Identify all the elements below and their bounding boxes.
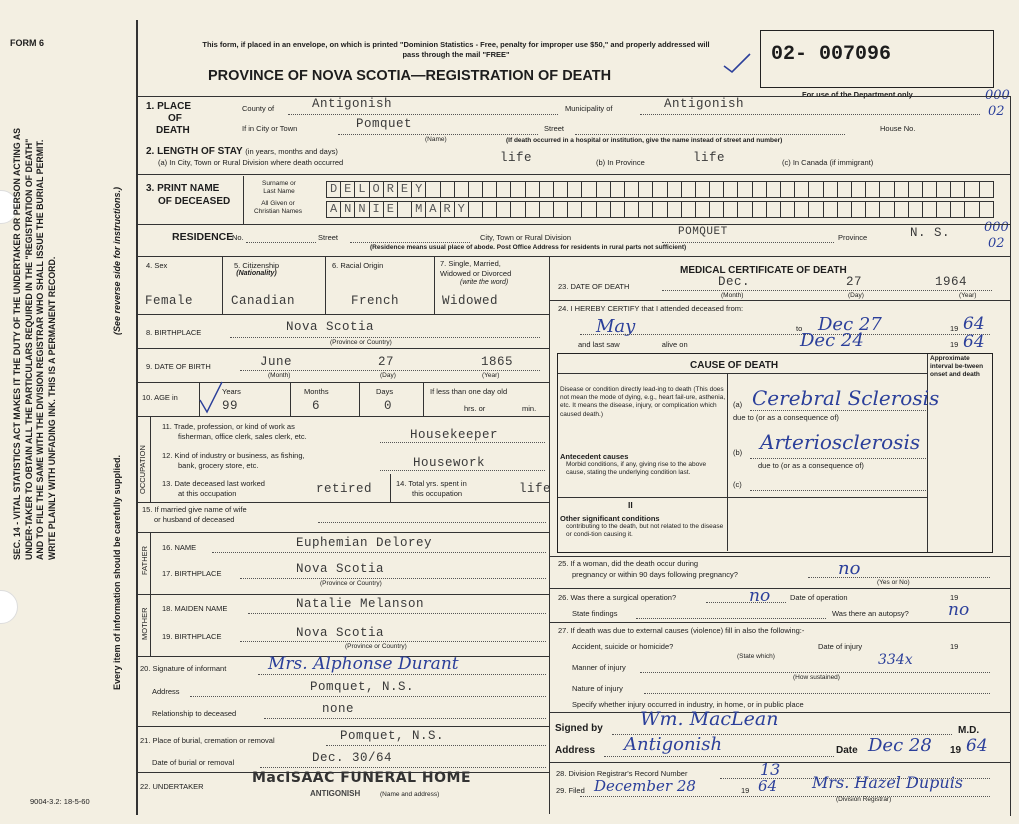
form-left-border xyxy=(136,20,138,815)
letter-cell xyxy=(738,182,752,197)
stay-label: 2. LENGTH OF STAY (in years, months and days) xyxy=(146,146,338,157)
letter-cell: E xyxy=(384,202,398,217)
operation-nineteen: 19 xyxy=(950,593,959,602)
residence-province-label: Province xyxy=(838,233,868,242)
letter-cell xyxy=(582,202,596,217)
operation-date-label: Date of operation xyxy=(790,593,848,602)
letter-cell xyxy=(611,202,625,217)
surname-label: Surname or Last Name xyxy=(262,180,296,195)
letter-cell xyxy=(497,202,511,217)
check-mark-icon xyxy=(198,380,224,414)
totalyrs-value: life xyxy=(519,482,552,496)
residence-no-label: No. xyxy=(232,233,244,242)
stay-b-label: (b) In Province xyxy=(596,158,645,167)
relationship-value: none xyxy=(322,702,355,716)
letter-cell xyxy=(866,202,880,217)
letter-cell xyxy=(866,182,880,197)
death-month-caption: (Month) xyxy=(721,292,744,299)
letter-cell: D xyxy=(327,182,341,197)
sex-value: Female xyxy=(145,294,194,308)
signed-address-label: Address xyxy=(555,745,596,756)
trade-label: 11. Trade, profession, or kind of work as fisherman, office clerk, sales clerk, etc. xyxy=(162,422,307,441)
dueto-a-label: due to (or as a consequence of) xyxy=(733,413,839,422)
letter-cell xyxy=(625,182,639,197)
lessday-label: If less than one day old xyxy=(430,387,508,396)
letter-cell xyxy=(923,182,937,197)
street-label: Street xyxy=(544,124,565,133)
letter-cell xyxy=(980,182,994,197)
undertaker-town: ANTIGONISH xyxy=(310,789,361,798)
industry-value: Housework xyxy=(413,456,486,470)
min-label: min. xyxy=(522,404,537,413)
municipality-value: Antigonish xyxy=(664,97,745,111)
registrar-name: Mrs. Hazel Dupuis xyxy=(812,773,964,792)
signed-address-value: Antigonish xyxy=(624,734,723,755)
lastsaw-date: Dec 24 xyxy=(800,330,864,351)
letter-cell xyxy=(909,182,923,197)
letter-cell xyxy=(668,202,682,217)
letter-cell xyxy=(710,182,724,197)
letter-cell xyxy=(753,202,767,217)
letter-cell xyxy=(937,182,951,197)
letter-cell xyxy=(682,182,696,197)
letter-cell: M xyxy=(412,202,426,217)
attended-year-1: 64 xyxy=(963,314,985,334)
middle-divider xyxy=(549,256,550,814)
stay-a-label: (a) In City, Town or Rural Division where death occurred xyxy=(158,158,344,167)
letter-cell xyxy=(554,202,568,217)
letter-cell xyxy=(540,182,554,197)
letter-cell xyxy=(710,202,724,217)
autopsy-value: no xyxy=(948,600,970,620)
letter-cell xyxy=(965,182,979,197)
place-label: 1. PLACE OF DEATH xyxy=(146,101,192,136)
cause-c-label: (c) xyxy=(733,480,742,489)
mother-side-label: MOTHER xyxy=(140,607,149,640)
lastsaw-label: and last saw alive on xyxy=(578,340,688,349)
informant-signature: Mrs. Alphonse Durant xyxy=(268,654,459,674)
burial-place-label: 21. Place of burial, cremation or removal xyxy=(140,736,275,745)
hrs-label: hrs. or xyxy=(464,404,486,413)
sign-date-value: Dec 28 xyxy=(868,735,932,756)
letter-cell xyxy=(781,182,795,197)
spouse-label: 15. If married give name of wife or husband of deceased xyxy=(142,505,247,524)
given-label: All Given or Christian Names xyxy=(254,200,303,215)
dob-month: June xyxy=(260,355,293,369)
md-label: M.D. xyxy=(958,725,980,736)
letter-cell: R xyxy=(441,202,455,217)
letter-cell: N xyxy=(341,202,355,217)
burial-place-value: Pomquet, N.S. xyxy=(340,729,445,743)
mother-birthplace-value: Nova Scotia xyxy=(296,626,385,640)
racial-value: French xyxy=(351,294,400,308)
letter-cell xyxy=(540,202,554,217)
letter-cell xyxy=(795,182,809,197)
death-date-year: 1964 xyxy=(935,275,968,289)
letter-cell xyxy=(852,202,866,217)
days-label: Days xyxy=(376,387,394,396)
letter-cell: I xyxy=(370,202,384,217)
manner-code: 334x xyxy=(878,652,913,668)
reverse-instruction: (See reverse side for instructions.) xyxy=(112,186,122,335)
dueto-b-label: due to (or as a consequence of) xyxy=(758,461,864,470)
form-number: FORM 6 xyxy=(10,38,45,48)
letter-cell xyxy=(639,202,653,217)
state-which-caption: (State which) xyxy=(737,653,775,660)
letter-cell xyxy=(809,182,823,197)
dob-day-caption: (Day) xyxy=(380,372,396,379)
registration-number-box xyxy=(760,30,994,88)
father-birthplace-value: Nova Scotia xyxy=(296,562,385,576)
letter-cell xyxy=(568,182,582,197)
surgical-label: 26. Was there a surgical operation? xyxy=(558,593,677,602)
attended-to-label: to xyxy=(796,324,803,333)
dept-code-1: 000 xyxy=(985,88,1010,103)
father-name-value: Euphemian Delorey xyxy=(296,536,433,550)
letter-cell xyxy=(554,182,568,197)
father-name-label: 16. NAME xyxy=(162,543,197,552)
stay-a-value: life xyxy=(500,151,533,165)
yesno-caption: (Yes or No) xyxy=(877,579,910,586)
sign-date-label: Date xyxy=(836,745,858,756)
letter-cell xyxy=(668,182,682,197)
pregnancy-label: 25. If a woman, did the death occur during pregnancy or within 90 days following pregnancy? xyxy=(558,559,738,579)
letter-cell xyxy=(597,202,611,217)
cause-b-label: (b) xyxy=(733,448,743,457)
specify-label: Specify whether injury occurred in industry, in home, or in public place xyxy=(572,700,804,709)
letter-cell xyxy=(880,202,894,217)
antecedent-sub: Morbid conditions, if any, giving rise to the above cause, stating the underlying condition last. xyxy=(566,461,707,476)
letter-cell xyxy=(653,202,667,217)
letter-cell xyxy=(455,182,469,197)
dob-year-caption: (Year) xyxy=(482,372,500,379)
lastworked-value: retired xyxy=(316,482,373,496)
letter-cell xyxy=(483,202,497,217)
letter-cell xyxy=(469,202,483,217)
medical-title: MEDICAL CERTIFICATE OF DEATH xyxy=(680,265,847,276)
letter-cell xyxy=(980,202,994,217)
letter-cell xyxy=(483,182,497,197)
totalyrs-label: 14. Total yrs. spent in this occupation xyxy=(396,479,467,498)
check-mark-icon xyxy=(722,52,752,74)
letter-cell xyxy=(511,202,525,217)
letter-cell xyxy=(568,202,582,217)
autopsy-label: Was there an autopsy? xyxy=(832,609,909,618)
dob-label: 9. DATE OF BIRTH xyxy=(146,362,211,371)
signed-label: Signed by xyxy=(555,723,603,734)
letter-cell xyxy=(824,202,838,217)
days-value: 0 xyxy=(384,399,393,413)
father-side-label: FATHER xyxy=(140,545,149,575)
letter-cell: N xyxy=(355,202,369,217)
death-date-label: 23. DATE OF DEATH xyxy=(558,282,630,291)
city-label: If in City or Town xyxy=(242,124,298,133)
antecedent-label: Antecedent causes xyxy=(560,452,629,461)
letter-cell: Y xyxy=(412,182,426,197)
manner-label: Manner of injury xyxy=(572,663,626,672)
attended-to: Dec 27 xyxy=(818,314,882,335)
letter-cell xyxy=(441,182,455,197)
given-cells xyxy=(326,201,994,218)
stay-c-label: (c) In Canada (if immigrant) xyxy=(782,158,874,167)
letter-cell xyxy=(582,182,596,197)
burial-date-label: Date of burial or removal xyxy=(152,758,235,767)
birthplace-value: Nova Scotia xyxy=(286,320,375,334)
birthplace-caption: (Province or Country) xyxy=(330,339,392,346)
dept-code-4: 02 xyxy=(988,236,1005,251)
letter-cell: Y xyxy=(455,202,469,217)
letter-cell xyxy=(639,182,653,197)
letter-cell xyxy=(880,182,894,197)
house-label: House No. xyxy=(880,124,916,133)
letter-cell: R xyxy=(384,182,398,197)
how-caption: (How sustained) xyxy=(793,674,840,681)
residence-label: RESIDENCE xyxy=(172,231,234,243)
letter-cell xyxy=(469,182,483,197)
trade-value: Housekeeper xyxy=(410,428,499,442)
dob-day: 27 xyxy=(378,355,395,369)
attended-from: May xyxy=(596,316,636,337)
informant-address-label: Address xyxy=(152,687,180,696)
letter-cell xyxy=(724,182,738,197)
citizenship-label: 5. Citizenship (Nationality) xyxy=(234,261,280,277)
certify-label: 24. I HEREBY CERTIFY that I attended deceased from: xyxy=(558,304,744,313)
filed-nineteen: 19 xyxy=(741,786,750,795)
letter-cell xyxy=(724,202,738,217)
age-label: 10. AGE in xyxy=(142,393,178,402)
cause-title: CAUSE OF DEATH xyxy=(690,360,779,371)
letter-cell: A xyxy=(426,202,440,217)
letter-cell xyxy=(611,182,625,197)
residence-street-label: Street xyxy=(318,233,339,242)
mother-maiden-value: Natalie Melanson xyxy=(296,597,425,611)
dob-year: 1865 xyxy=(481,355,514,369)
letter-cell xyxy=(526,182,540,197)
city-value: Pomquet xyxy=(356,117,413,131)
undertaker-label: 22. UNDERTAKER xyxy=(140,782,204,791)
letter-cell xyxy=(951,202,965,217)
municipality-label: Municipality of xyxy=(565,104,613,113)
instruction-text: Every item of information should be carefully supplied. xyxy=(112,454,122,690)
letter-cell xyxy=(909,202,923,217)
signed-value: Wm. MacLean xyxy=(640,708,779,730)
record-value: 13 xyxy=(760,760,781,779)
deceased-name-label: 3. PRINT NAME OF DECEASED xyxy=(146,183,231,207)
other-label: Other significant conditions xyxy=(560,514,660,523)
residence-city-value: POMQUET xyxy=(678,226,728,238)
cause-a-value: Cerebral Sclerosis xyxy=(752,386,940,410)
letter-cell xyxy=(923,202,937,217)
racial-label: 6. Racial Origin xyxy=(332,261,384,270)
letter-cell: O xyxy=(370,182,384,197)
sign-nineteen: 19 xyxy=(950,745,962,756)
letter-cell xyxy=(809,202,823,217)
letter-cell xyxy=(937,202,951,217)
form-code: 9004-3.2: 18-5-60 xyxy=(30,797,90,806)
letter-cell xyxy=(824,182,838,197)
cause-a-label: (a) xyxy=(733,400,743,409)
letter-cell xyxy=(696,182,710,197)
filed-year: 64 xyxy=(758,777,778,795)
letter-cell: E xyxy=(398,182,412,197)
hospital-note: (If death occurred in a hospital or institution, give the name instead of street and number) xyxy=(506,137,783,144)
mother-birthplace-caption: (Province or Country) xyxy=(345,643,407,650)
letter-cell xyxy=(852,182,866,197)
father-birthplace-caption: (Province or Country) xyxy=(320,580,382,587)
mother-maiden-label: 18. MAIDEN NAME xyxy=(162,604,228,613)
state-findings-label: State findings xyxy=(572,609,618,618)
letter-cell xyxy=(753,182,767,197)
interval-label: Approximate interval be-tween onset and death xyxy=(930,355,984,378)
nature-label: Nature of injury xyxy=(572,684,623,693)
injury-date-label: Date of injury xyxy=(818,642,863,651)
external-label: 27. If death was due to external causes (violence) fill in also the following:- xyxy=(558,626,805,635)
letter-cell xyxy=(965,202,979,217)
marital-value: Widowed xyxy=(442,294,499,308)
letter-cell xyxy=(767,202,781,217)
form-right-border xyxy=(1010,96,1011,816)
sign-year: 64 xyxy=(966,736,988,756)
department-use-label: For use of the Department only xyxy=(802,90,913,99)
letter-cell xyxy=(895,202,909,217)
registrar-caption: (Division Registrar) xyxy=(836,796,892,803)
filed-label: 29. Filed xyxy=(556,786,585,795)
letter-cell: L xyxy=(355,182,369,197)
informant-sig-label: 20. Signature of informant xyxy=(140,664,227,673)
informant-address-value: Pomquet, N.S. xyxy=(310,680,415,694)
other-sub: contributing to the death, but not related to the disease or condi-tion causing it. xyxy=(566,523,724,538)
letter-cell xyxy=(653,182,667,197)
surgical-value: no xyxy=(749,586,771,606)
death-date-month: Dec. xyxy=(718,275,751,289)
years-label: Years xyxy=(222,387,241,396)
lastworked-label: 13. Date deceased last worked at this occupation xyxy=(162,479,265,498)
punch-hole-bottom xyxy=(0,590,18,624)
mother-birthplace-label: 19. BIRTHPLACE xyxy=(162,632,222,641)
injury-nineteen: 19 xyxy=(950,642,959,651)
letter-cell xyxy=(795,202,809,217)
letter-cell xyxy=(497,182,511,197)
letter-cell: A xyxy=(327,202,341,217)
letter-cell xyxy=(696,202,710,217)
sex-label: 4. Sex xyxy=(146,261,168,270)
years-value: 99 xyxy=(222,399,239,413)
residence-province-value: N. S. xyxy=(910,226,951,240)
death-day-caption: (Day) xyxy=(848,292,864,299)
attended-year-2: 64 xyxy=(963,332,985,352)
surname-cells xyxy=(326,181,994,198)
letter-cell xyxy=(767,182,781,197)
letter-cell xyxy=(426,182,440,197)
undertaker-caption: (Name and address) xyxy=(380,791,440,798)
header-notice: This form, if placed in an envelope, on which is printed "Dominion Statistics - Free, penalty for improper use $50," and properly addressed will pass through the mail "FREE" xyxy=(202,40,710,59)
letter-cell xyxy=(738,202,752,217)
letter-cell xyxy=(682,202,696,217)
letter-cell xyxy=(511,182,525,197)
months-value: 6 xyxy=(312,399,321,413)
letter-cell: E xyxy=(341,182,355,197)
registration-number: 02- 007096 xyxy=(771,43,892,66)
letter-cell xyxy=(838,182,852,197)
letter-cell xyxy=(951,182,965,197)
death-date-day: 27 xyxy=(846,275,863,289)
accident-label: Accident, suicide or homicide? xyxy=(572,642,674,651)
marital-label: 7. Single, Married, Widowed or Divorced (write the word) xyxy=(440,259,512,286)
undertaker-name: MacISAAC FUNERAL HOME xyxy=(252,770,472,786)
county-label: County of xyxy=(242,104,275,113)
citizenship-value: Canadian xyxy=(231,294,296,308)
letter-cell xyxy=(895,182,909,197)
dob-month-caption: (Month) xyxy=(268,372,291,379)
cause-b-value: Arteriosclerosis xyxy=(760,430,921,454)
record-label: 28. Division Registrar's Record Number xyxy=(556,769,688,778)
letter-cell xyxy=(625,202,639,217)
attended-nineteen-2: 19 xyxy=(950,340,959,349)
relationship-label: Relationship to deceased xyxy=(152,709,237,718)
name-caption: (Name) xyxy=(425,136,447,143)
letter-cell xyxy=(597,182,611,197)
residence-city-label: City, Town or Rural Division xyxy=(480,233,571,242)
letter-cell xyxy=(526,202,540,217)
industry-label: 12. Kind of industry or business, as fishing, bank, grocery store, etc. xyxy=(162,451,305,470)
statute-text: SEC. 14 - VITAL STATISTICS ACT MAKES IT THE DUTY OF THE UNDERTAKER OR PERSON ACTING AS UNDER-TAKER TO OBTAIN ALL THE PARTICULARS REQUIRED IN THE "REGISTRATION OF DEATH" AND TO FILE THE SAME WITH THE DIVISION REGISTRAR WHO SHALL ISSUE THE BURIAL PERMIT. WRITE PLAINLY WITH UNFADING INK. THIS IS A PERMANENT RECORD. xyxy=(12,127,57,560)
letter-cell xyxy=(838,202,852,217)
stay-b-value: life xyxy=(693,151,726,165)
occupation-side-label: OCCUPATION xyxy=(138,445,147,494)
pregnancy-value: no xyxy=(838,558,861,579)
attended-nineteen-1: 19 xyxy=(950,324,959,333)
dept-code-3: 000 xyxy=(984,220,1009,235)
birthplace-label: 8. BIRTHPLACE xyxy=(146,328,202,337)
months-label: Months xyxy=(304,387,329,396)
county-value: Antigonish xyxy=(312,97,393,111)
letter-cell xyxy=(781,202,795,217)
father-birthplace-label: 17. BIRTHPLACE xyxy=(162,569,222,578)
disease-label: Disease or condition directly lead-ing to death (This does not mean the mode of dying, e.g., heart fail-ure, asthenia, etc. It means the disease, injury, or complication which caused death.) xyxy=(560,386,726,418)
residence-note: (Residence means usual place of abode. Post Office Address for residents in rural parts not sufficient) xyxy=(370,244,687,251)
death-year-caption: (Year) xyxy=(959,292,977,299)
dept-code-2: 02 xyxy=(988,104,1005,119)
form-title: PROVINCE OF NOVA SCOTIA—REGISTRATION OF DEATH xyxy=(208,68,612,84)
burial-date-value: Dec. 30/64 xyxy=(312,751,393,765)
part-ii-label: II xyxy=(628,500,633,510)
filed-value: December 28 xyxy=(594,777,696,795)
letter-cell xyxy=(398,202,412,217)
